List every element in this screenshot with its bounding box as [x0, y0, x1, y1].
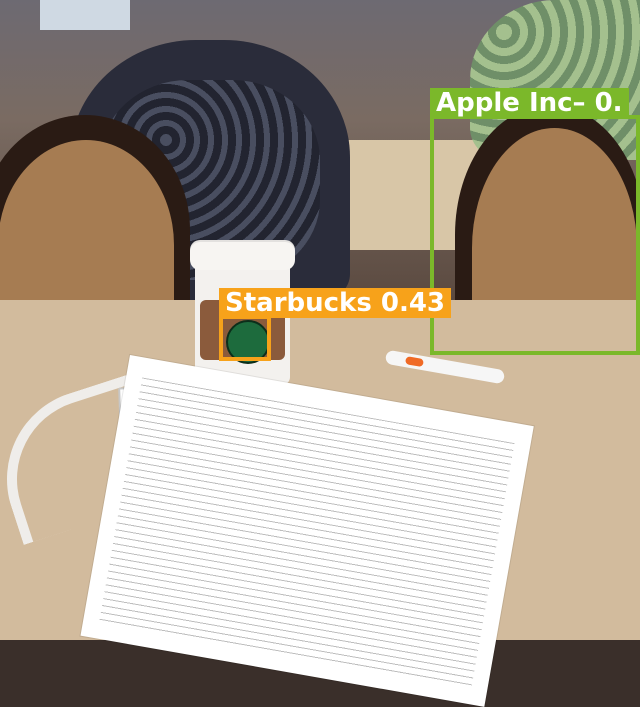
coffee-cup-lid: [190, 240, 295, 270]
paper-text-lines: [99, 377, 515, 690]
detection-apple-box: [430, 115, 640, 355]
detection-starbucks-label: Starbucks 0.43: [219, 288, 451, 318]
projection-screen: [40, 0, 130, 30]
detection-starbucks-box: [219, 315, 271, 361]
detection-apple-label: Apple Inc– 0.: [430, 88, 629, 118]
